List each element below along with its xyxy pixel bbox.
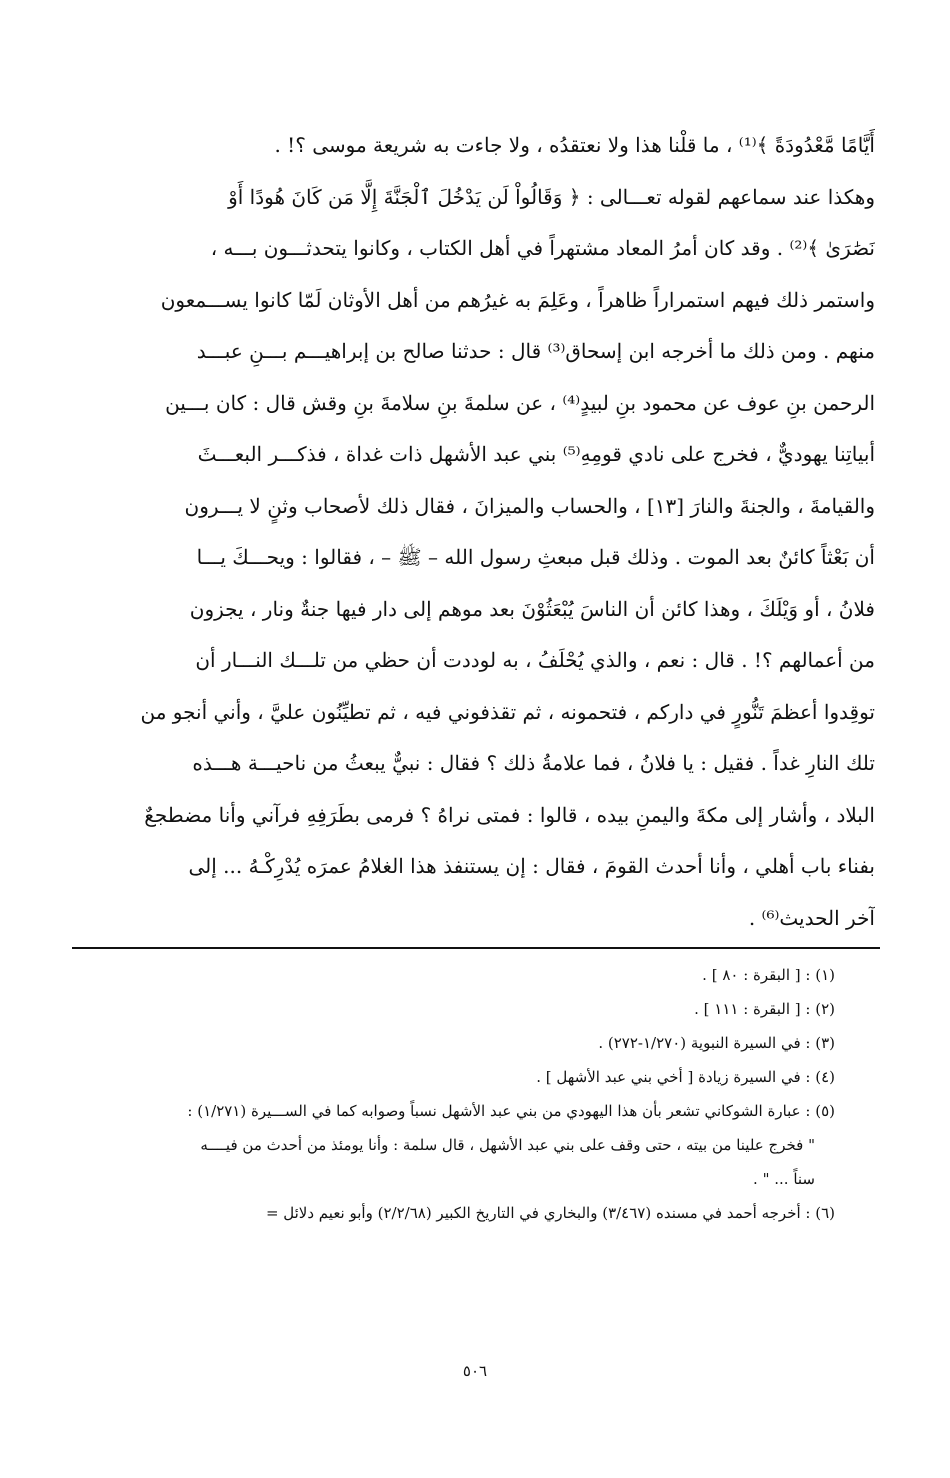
footnote-1: (١) : [ البقرة : ٨٠ ] .	[702, 966, 835, 984]
footnotes-block	[75, 958, 875, 1230]
text-line: وهكذا عند سماعهم لقوله تعـــالى : ﴿ وَقَالُواْ لَن يَدْخُلَ ٱلْجَنَّةَ إِلَّا مَن كَانَ هُودًا أَوْ	[228, 184, 875, 209]
text-line: نَصَٰرَىٰ ﴾⁽²⁾ . وقد كان أمرُ المعاد مشتهراً في أهل الكتاب ، وكانوا يتحدثـــون بـــه ،	[210, 236, 875, 260]
text-line: الرحمن بنِ عوف عن محمود بنِ لبيدٍ⁽⁴⁾ ، عن سلمةَ بنِ سلامةَ بنِ وقش قال : كان بـــين	[165, 390, 875, 415]
text-line: منهم . ومن ذلك ما أخرجه ابن إسحاق⁽³⁾ قال : حدثنا صالح بن إبراهيـــم بـــنِ عبـــد	[196, 339, 875, 363]
text-line: والقيامةَ ، والجنةَ والنارَ [١٣] ، والحساب والميزانَ ، فقال ذلك لأصحاب وثنٍ لا يـــرون	[184, 493, 875, 518]
footnote-5-continuation: " فخرج علينا من بيته ، حتى وقف على بني عبد الأشهل ، قال سلمة : وأنا يومئذ من أحدث من فيــــه	[200, 1136, 815, 1154]
text-line: واستمر ذلك فيهم استمراراً ظاهراً ، وعَلِمَ به غيرُهم من أهل الأوثان لَمّا كانوا يســـمعون	[160, 287, 875, 312]
page-number: ٥٠٦	[462, 1362, 488, 1380]
text-line: أبياتِنا يهوديٌّ ، فخرج على نادي قومِهِ⁽⁵⁾ بني عبد الأشهل ذات غداة ، فذكـــر البعـــثَ	[197, 442, 875, 466]
text-line: أن بَعْثاً كائنٌ بعد الموت . وذلك قبل مبعثِ رسول الله – ﷺ – ، فقالوا : ويحـــكَ يـــا	[196, 545, 875, 569]
footnote-3: (٣) : في السيرة النبوية (١/٢٧٠-٢٧٢) .	[598, 1034, 835, 1052]
text-line: تلك النارِ غداً . فقيل : يا فلانُ ، فما علامةُ ذلك ؟ فقال : نبيٌّ يبعثُ من ناحيـــة هـــذه	[192, 751, 875, 775]
footnote-divider	[72, 947, 880, 949]
text-line: بفناء باب أهلي ، وأنا أحدث القومَ ، فقال : إن يستنفذ هذا الغلامُ عمرَه يُدْرِكْـهُ ... إلى	[188, 854, 875, 878]
footnote-5: (٥) : عبارة الشوكاني تشعر بأن هذا اليهودي من بني عبد الأشهل نسباً وصوابه كما في الســـيرة (١/٢٧١) :	[187, 1102, 835, 1120]
footnote-2: (٢) : [ البقرة : ١١١ ] .	[694, 1000, 835, 1018]
text-line: توقِدوا أعظمَ تَنُّورٍ في داركم ، فتحمونه ، ثم تقذفوني فيه ، ثم تطيِّنُون عليَّ ، وأني أنجو من	[140, 699, 875, 724]
text-line: من أعمالهم ؟! . قال : نعم ، والذي يُحْلَفُ ، به لوددت أن حظي من تلـــك النـــار أن	[195, 648, 875, 672]
text-line: فلانُ ، أو وَيْلَكَ ، وهذا كائن أن الناسَ يُبْعَثُوْنَ بعد موهم إلى دار فيها جنةٌ ونار ، يجزون	[189, 596, 875, 621]
main-text-block	[75, 120, 875, 944]
text-line: آخر الحديث⁽⁶⁾ .	[748, 905, 875, 930]
text-line: البلاد ، وأشار إلى مكةَ واليمنِ بيده ، قالوا : فمتى نراهُ ؟ فرمى بطَرَفِهِ فرآني وأنا مضطجعٌ	[144, 802, 875, 827]
footnote-5-continuation: سناً ... " .	[753, 1170, 815, 1188]
footnote-6: (٦) : أخرجه أحمد في مسنده (٣/٤٦٧) والبخاري في التاريخ الكبير (٢/٢/٦٨) وأبو نعيم دلائل =	[265, 1204, 835, 1222]
text-line: أَيَّامًا مَّعْدُودَةً ﴾⁽¹⁾ ، ما قلْنا هذا ولا نعتقدُه ، ولا جاءت به شريعة موسى ؟! .	[274, 133, 875, 157]
footnote-4: (٤) : في السيرة زيادة [ أخي بني عبد الأشهل ] .	[536, 1068, 835, 1086]
